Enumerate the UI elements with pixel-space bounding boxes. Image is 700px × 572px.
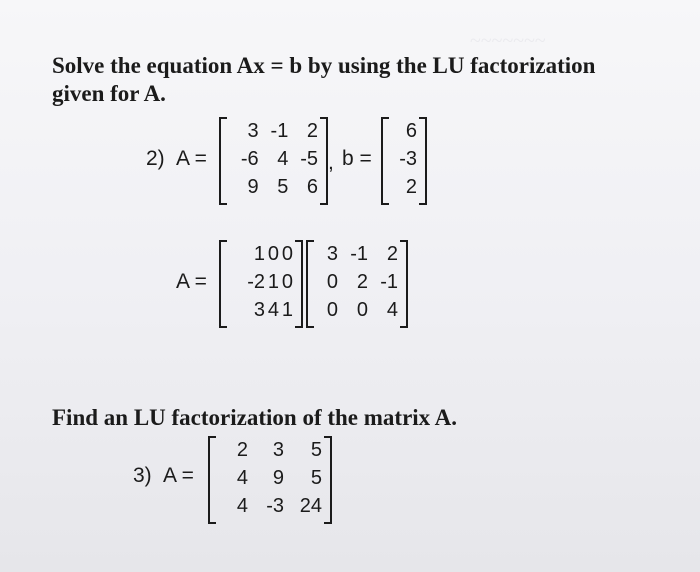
matrix-row — [221, 145, 326, 173]
problem-3-a-label: A = — [163, 464, 194, 487]
problem-3-matrix-a — [208, 436, 332, 524]
matrix-cell: -3 — [266, 495, 284, 517]
matrix-row — [308, 268, 406, 296]
matrix-cell: -1 — [350, 243, 368, 265]
problem-3-number: 3) — [133, 464, 152, 487]
matrix-cell: 9 — [272, 467, 284, 489]
factorization-a-label: A = — [176, 270, 207, 293]
matrix-row — [221, 268, 301, 296]
matrix-row — [383, 117, 425, 145]
matrix-cell: 0 — [356, 299, 368, 321]
heading-solve-line-2: given for A. — [52, 81, 166, 106]
matrix-cell: 3 — [253, 299, 265, 321]
matrix-cell: 1 — [267, 271, 279, 293]
problem-2-matrix-a — [219, 117, 328, 205]
matrix-cell: 4 — [236, 467, 248, 489]
matrix-cell: 3 — [247, 120, 259, 142]
matrix-cell: 0 — [281, 243, 293, 265]
matrix-cell: 2 — [405, 176, 417, 198]
matrix-cell: 1 — [253, 243, 265, 265]
matrix-cell: 0 — [281, 271, 293, 293]
matrix-cell: -2 — [247, 271, 265, 293]
matrix-cell: 2 — [356, 271, 368, 293]
problem-2-a-label: A = — [176, 147, 207, 170]
heading-find: Find an LU factorization of the matrix A. — [52, 405, 458, 430]
matrix-cell: -5 — [300, 148, 318, 170]
problem-2-comma: , — [328, 151, 334, 174]
matrix-cell: -1 — [380, 271, 398, 293]
matrix-cell: 4 — [267, 299, 279, 321]
matrix-cell: -3 — [399, 148, 417, 170]
matrix-cell: 3 — [272, 439, 284, 461]
problem-2-vector-b — [381, 117, 427, 205]
matrix-row — [383, 173, 425, 201]
matrix-row — [221, 296, 301, 324]
factorization-matrix-u — [306, 240, 408, 328]
matrix-cell: 5 — [310, 439, 322, 461]
matrix-cell: 5 — [277, 176, 289, 198]
matrix-cell: 0 — [326, 271, 338, 293]
matrix-cell: -1 — [270, 120, 289, 142]
matrix-row — [308, 296, 406, 324]
heading-solve — [52, 52, 595, 108]
matrix-cell: 9 — [247, 176, 259, 198]
matrix-cell: 0 — [267, 243, 279, 265]
matrix-cell: 6 — [306, 176, 318, 198]
matrix-cell: 2 — [306, 120, 318, 142]
matrix-row — [221, 240, 301, 268]
matrix-row — [221, 117, 326, 145]
matrix-cell: 2 — [386, 243, 398, 265]
matrix-cell: 4 — [277, 148, 289, 170]
matrix-row — [210, 464, 330, 492]
matrix-row — [210, 436, 330, 464]
matrix-row — [308, 240, 406, 268]
matrix-cell: -6 — [240, 148, 259, 170]
matrix-cell: 4 — [386, 299, 398, 321]
problem-2-b-label: b = — [342, 147, 372, 170]
matrix-cell: 6 — [405, 120, 417, 142]
heading-solve-line-1: Solve the equation Ax = b by using the LU factorization — [52, 53, 596, 78]
matrix-row — [383, 145, 425, 173]
matrix-row — [221, 173, 326, 201]
problem-2-number: 2) — [146, 147, 165, 170]
matrix-cell: 2 — [236, 439, 248, 461]
matrix-cell: 5 — [310, 467, 322, 489]
bleed-through-text: ~~~~~~~ — [470, 30, 546, 52]
matrix-row — [210, 492, 330, 520]
matrix-cell: 1 — [281, 299, 293, 321]
matrix-cell: 24 — [299, 495, 322, 517]
matrix-cell: 4 — [236, 495, 248, 517]
matrix-cell: 0 — [326, 299, 338, 321]
factorization-matrix-l — [219, 240, 303, 328]
matrix-cell: 3 — [326, 243, 338, 265]
